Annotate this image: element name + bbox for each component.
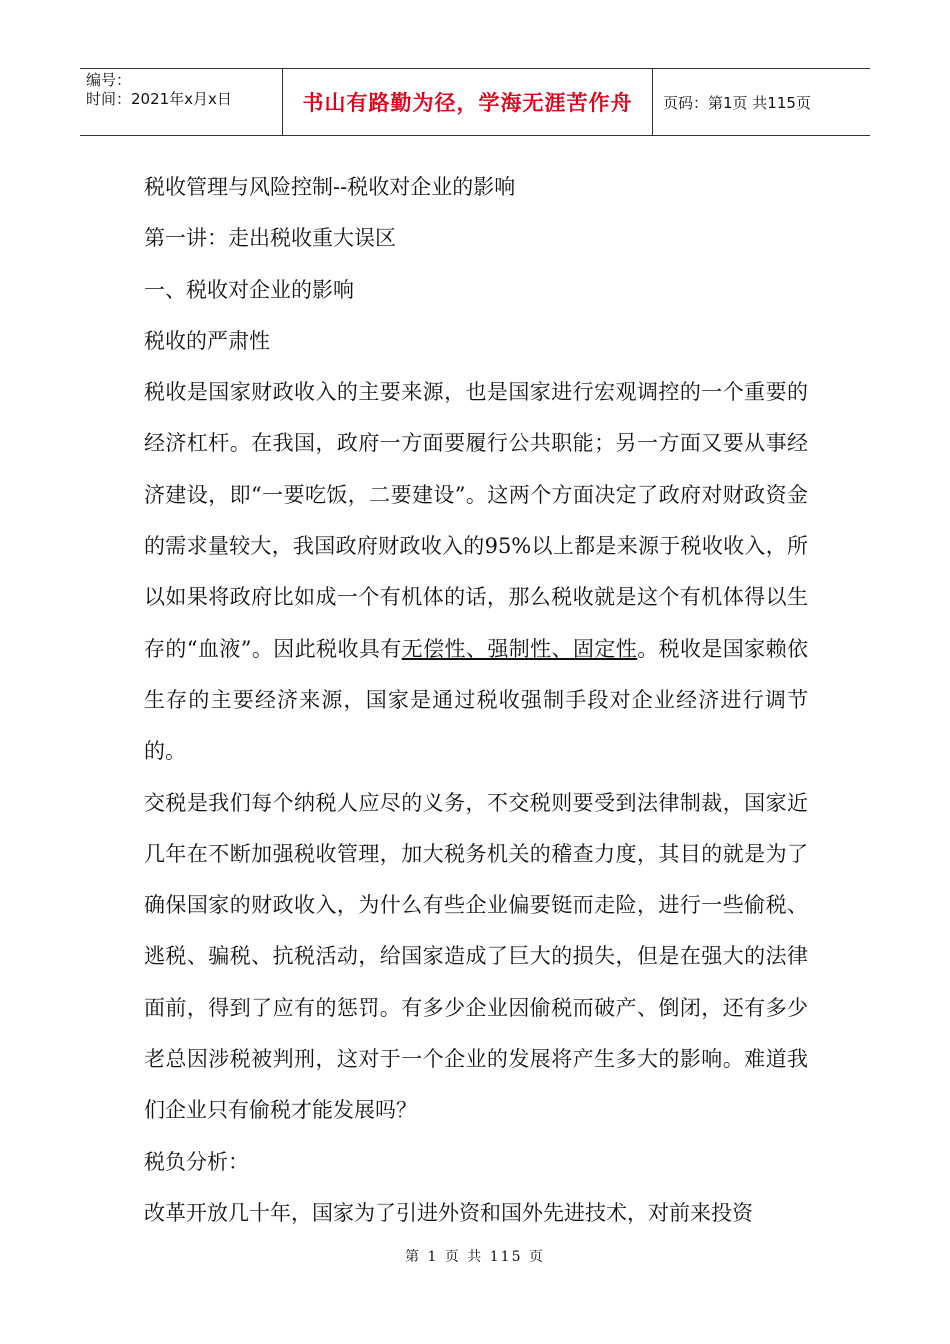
subheading-seriousness: 税收的严肃性 [144, 328, 270, 353]
section-heading: 一、税收对企业的影响 [144, 277, 354, 302]
paragraph-tax-revenue [144, 367, 808, 777]
underlined-tax-properties: 无偿性、强制性、固定性 [401, 636, 638, 661]
paragraph-reform: 改革开放几十年，国家为了引进外资和国外先进技术，对前来投资 [144, 1200, 753, 1225]
subheading-tax-burden: 税负分析： [144, 1149, 249, 1174]
time-label: 时间：2021年x月x日 [86, 90, 232, 108]
header-page-info: 页码：第1页 共115页 [663, 93, 811, 112]
header-meta [80, 69, 283, 135]
paragraph-text: 。税收是国家赖依生存的主要经济来源，国家是通过税收强制手段对企业经济进行调节的。 [144, 636, 809, 764]
page-header [80, 68, 870, 136]
page-footer: 第 1 页 共 115 页 [405, 1249, 545, 1265]
document-body [144, 162, 808, 1239]
document-title: 税收管理与风险控制--税收对企业的影响 [144, 175, 516, 199]
lecture-heading: 第一讲：走出税收重大误区 [144, 226, 396, 251]
number-label: 编号： [86, 71, 132, 89]
paragraph-tax-duty: 交税是我们每个纳税人应尽的义务，不交税则要受到法律制裁，国家近几年在不断加强税收管理，加大税务机关的稽查力度，其目的就是为了确保国家的财政收入，为什么有些企业偏要铤而走险，进行一些偷税、逃税、骗税、抗税活动，给国家造成了巨大的损失，但是在强大的法律面前，得到了应有的惩罚。有多少企业因偷税而破产、倒闭，还有多少老总因涉税被判刑，这对于一个企业的发展将产生多大的影响。难道我们企业只有偷税才能发展吗？ [144, 790, 808, 1123]
paragraph-text: 税收是国家财政收入的主要来源，也是国家进行宏观调控的一个重要的经济杠杆。在我国，政府一方面要履行公共职能；另一方面又要从事经济建设，即“一要吃饭，二要建设”。这两个方面决定了政府对财政资金的需求量较大，我国政府财政收入的95%以上都是来源于税收收入，所以如果将政府比如成一个有机体的话，那么税收就是这个有机体得以生存的“血液”。因此税收具有 [144, 380, 808, 661]
header-motto: 书山有路勤为径，学海无涯苦作舟 [283, 69, 653, 135]
